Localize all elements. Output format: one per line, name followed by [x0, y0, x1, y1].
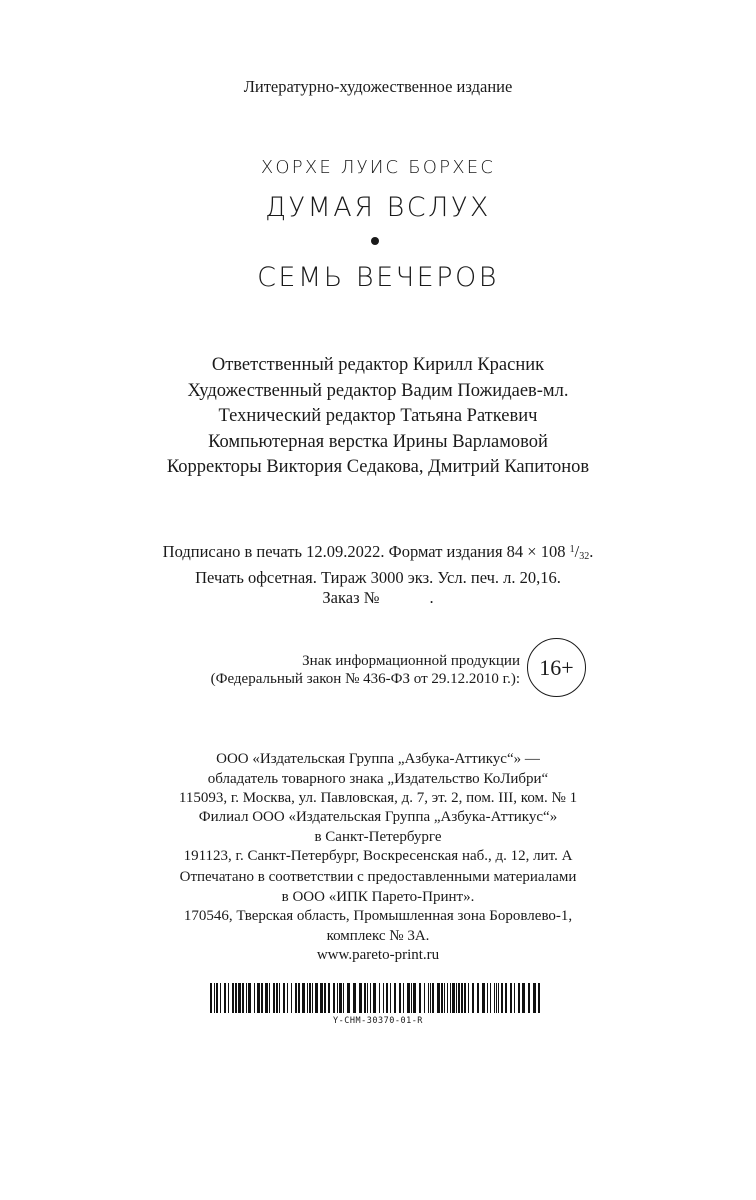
credit-line: Ответственный редактор Кирилл Красник — [211, 355, 545, 375]
format-numerator: 1 — [569, 544, 575, 555]
info-sign-line: Знак информационной продукции — [302, 653, 520, 669]
printer-block — [0, 868, 756, 966]
order-line: Заказ № . — [322, 588, 434, 607]
printer-website: www.pareto-print.ru — [316, 947, 440, 963]
format-denominator: 32 — [579, 551, 590, 562]
info-sign-law: (Федеральный закон № 436-ФЗ от 29.12.2010 г.): — [210, 670, 520, 687]
credit-line: Компьютерная верстка Ирины Варламовой — [208, 431, 548, 452]
publication-info — [0, 540, 756, 609]
age-rating-badge: 16+ — [527, 638, 586, 697]
imprint-line: комплекс № 3А. — [326, 927, 430, 944]
author-name: ХОРХЕ ЛУИС БОРХЕС — [260, 157, 496, 178]
credit-line: Корректоры Виктория Седакова, Дмитрий Капитонов — [166, 457, 590, 477]
publisher-block — [0, 750, 756, 809]
edition-type: Литературно-художественное издание — [243, 77, 513, 96]
credit-line: Художественный редактор Вадим Пожидаев-мл. — [187, 380, 569, 401]
imprint-line: 115093, г. Москва, ул. Павловская, д. 7, эт. 2, пом. III, ком. № 1 — [178, 790, 578, 806]
info-sign-label — [100, 653, 520, 688]
print-line: Печать офсетная. Тираж 3000 экз. Усл. печ. л. 20,16. — [195, 567, 561, 587]
branch-block — [0, 808, 756, 867]
book-title-2: СЕМЬ ВЕЧЕРОВ — [257, 262, 499, 293]
title-separator-dot — [371, 237, 379, 245]
barcode-text: Y-CHM-30370-01-R — [333, 1016, 423, 1026]
barcode — [210, 983, 542, 1013]
book-title-1: ДУМАЯ ВСЛУХ — [265, 192, 491, 223]
imprint-line: обладатель товарного знака „Издательство КоЛибри“ — [207, 770, 549, 787]
imprint-line: ООО «Издательская Группа „Азбука-Аттикус“» — — [216, 751, 540, 767]
imprint-line: в Санкт-Петербурге — [314, 828, 442, 845]
credit-line: Технический редактор Татьяна Раткевич — [218, 406, 538, 426]
imprint-line: Филиал ООО «Издательская Группа „Азбука-Аттикус“» — [198, 809, 558, 825]
signed-line: Подписано в печать 12.09.2022. Формат издания 84 × 108 $^1/_{32}$. — [162, 542, 594, 562]
imprint-line: Отпечатано в соответствии с предоставленными материалами — [179, 869, 577, 885]
imprint-line: 170546, Тверская область, Промышленная зона Боровлево-1, — [183, 908, 573, 924]
editorial-credits — [0, 353, 756, 481]
imprint-line: 191123, г. Санкт-Петербург, Воскресенская наб., д. 12, лит. А — [183, 848, 573, 864]
imprint-line: в ООО «ИПК Парето-Принт». — [281, 888, 475, 905]
